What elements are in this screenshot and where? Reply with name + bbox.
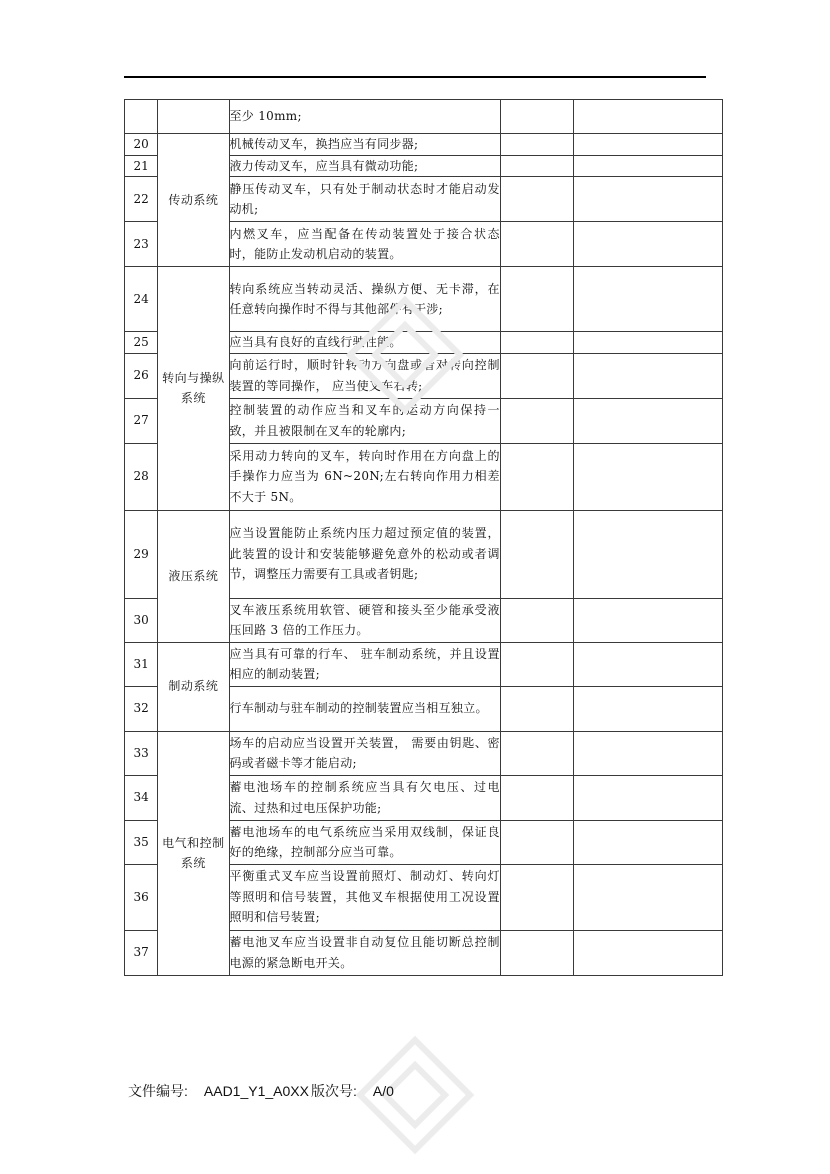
item-number: 36	[125, 864, 158, 930]
result-cell	[500, 332, 573, 354]
remark-cell	[574, 443, 723, 510]
result-cell	[500, 443, 573, 510]
item-number: 32	[125, 686, 158, 731]
item-number: 21	[125, 155, 158, 177]
result-cell	[500, 353, 573, 398]
system-cell-empty	[158, 100, 229, 134]
requirement-text: 至少 10mm;	[229, 100, 500, 134]
result-cell	[500, 820, 573, 864]
remark-cell	[574, 332, 723, 354]
system-transmission: 传动系统	[158, 134, 229, 267]
table-row	[125, 642, 723, 686]
document-footer	[128, 1081, 394, 1101]
result-cell	[500, 642, 573, 686]
remark-cell	[574, 510, 723, 598]
remark-cell	[574, 134, 723, 156]
item-number: 33	[125, 731, 158, 775]
requirement-text: 叉车液压系统用软管、硬管和接头至少能承受液压回路 3 倍的工作压力。	[229, 598, 500, 642]
item-number: 26	[125, 353, 158, 398]
remark-cell	[574, 686, 723, 731]
result-cell	[500, 267, 573, 332]
table-row	[125, 731, 723, 775]
item-number: 20	[125, 134, 158, 156]
item-number: 30	[125, 598, 158, 642]
item-number: 25	[125, 332, 158, 354]
remark-cell	[574, 155, 723, 177]
item-number: 31	[125, 642, 158, 686]
remark-cell	[574, 177, 723, 222]
system-electrical: 电气和控制系统	[158, 731, 229, 975]
item-number: 28	[125, 443, 158, 510]
item-number: 24	[125, 267, 158, 332]
item-number: 34	[125, 775, 158, 820]
result-cell	[500, 775, 573, 820]
requirement-text: 蓄电池场车的电气系统应当采用双线制，保证良好的绝缘，控制部分应当可靠。	[229, 820, 500, 864]
result-cell	[500, 100, 573, 134]
result-cell	[500, 222, 573, 267]
requirement-text: 采用动力转向的叉车，转向时作用在方向盘上的手操作力应当为 6N~20N;左右转向作用力相差不大于 5N。	[229, 443, 500, 510]
requirement-text: 应当具有良好的直线行驶性能。	[229, 332, 500, 354]
item-number: 23	[125, 222, 158, 267]
item-number: 37	[125, 930, 158, 975]
requirement-text: 应当设置能防止系统内压力超过预定值的装置，此装置的设计和安装能够避免意外的松动或者调节，调整压力需要有工具或者钥匙;	[229, 510, 500, 598]
requirement-text: 机械传动叉车，换挡应当有同步器;	[229, 134, 500, 156]
remark-cell	[574, 642, 723, 686]
item-number: 35	[125, 820, 158, 864]
requirement-text: 转向系统应当转动灵活、操纵方便、无卡滞，在任意转向操作时不得与其他部件有干涉;	[229, 267, 500, 332]
table-row	[125, 267, 723, 332]
result-cell	[500, 398, 573, 443]
system-steering: 转向与操纵系统	[158, 267, 229, 511]
result-cell	[500, 731, 573, 775]
requirement-text: 向前运行时，顺时针转动方向盘或者对转向控制装置的等同操作， 应当使叉车右转;	[229, 353, 500, 398]
result-cell	[500, 177, 573, 222]
result-cell	[500, 155, 573, 177]
requirement-text: 蓄电池场车的控制系统应当具有欠电压、过电流、过热和过电压保护功能;	[229, 775, 500, 820]
result-cell	[500, 510, 573, 598]
requirement-text: 控制装置的动作应当和叉车的运动方向保持一致，并且被限制在叉车的轮廓内;	[229, 398, 500, 443]
remark-cell	[574, 864, 723, 930]
requirement-text: 行车制动与驻车制动的控制装置应当相互独立。	[229, 686, 500, 731]
remark-cell	[574, 820, 723, 864]
result-cell	[500, 686, 573, 731]
doc-number-value: AAD1_Y1_A0XX	[203, 1083, 309, 1099]
system-brake: 制动系统	[158, 642, 229, 731]
result-cell	[500, 134, 573, 156]
version-label: 版次号:	[310, 1083, 357, 1099]
item-number: 22	[125, 177, 158, 222]
remark-cell	[574, 398, 723, 443]
table-row	[125, 100, 723, 134]
remark-cell	[574, 267, 723, 332]
remark-cell	[574, 598, 723, 642]
remark-cell	[574, 100, 723, 134]
inspection-checklist-table	[124, 99, 723, 976]
table-row	[125, 510, 723, 598]
item-number: 29	[125, 510, 158, 598]
doc-number-label: 文件编号:	[128, 1083, 188, 1099]
header-rule	[124, 76, 706, 78]
result-cell	[500, 864, 573, 930]
requirement-text: 蓄电池叉车应当设置非自动复位且能切断总控制电源的紧急断电开关。	[229, 930, 500, 975]
item-number: 27	[125, 398, 158, 443]
remark-cell	[574, 775, 723, 820]
requirement-text: 场车的启动应当设置开关装置， 需要由钥匙、密码或者磁卡等才能启动;	[229, 731, 500, 775]
remark-cell	[574, 353, 723, 398]
requirement-text: 内燃叉车，应当配备在传动装置处于接合状态时，能防止发动机启动的装置。	[229, 222, 500, 267]
requirement-text: 液力传动叉车，应当具有微动功能;	[229, 155, 500, 177]
table-row	[125, 134, 723, 156]
remark-cell	[574, 731, 723, 775]
requirement-text: 应当具有可靠的行车、 驻车制动系统，并且设置相应的制动装置;	[229, 642, 500, 686]
item-number	[125, 100, 158, 134]
result-cell	[500, 598, 573, 642]
version-value: A/0	[372, 1083, 394, 1099]
remark-cell	[574, 930, 723, 975]
system-hydraulic: 液压系统	[158, 510, 229, 642]
requirement-text: 静压传动叉车，只有处于制动状态时才能启动发动机;	[229, 177, 500, 222]
requirement-text: 平衡重式叉车应当设置前照灯、制动灯、转向灯等照明和信号装置，其他叉车根据使用工况设置照明和信号装置;	[229, 864, 500, 930]
remark-cell	[574, 222, 723, 267]
result-cell	[500, 930, 573, 975]
